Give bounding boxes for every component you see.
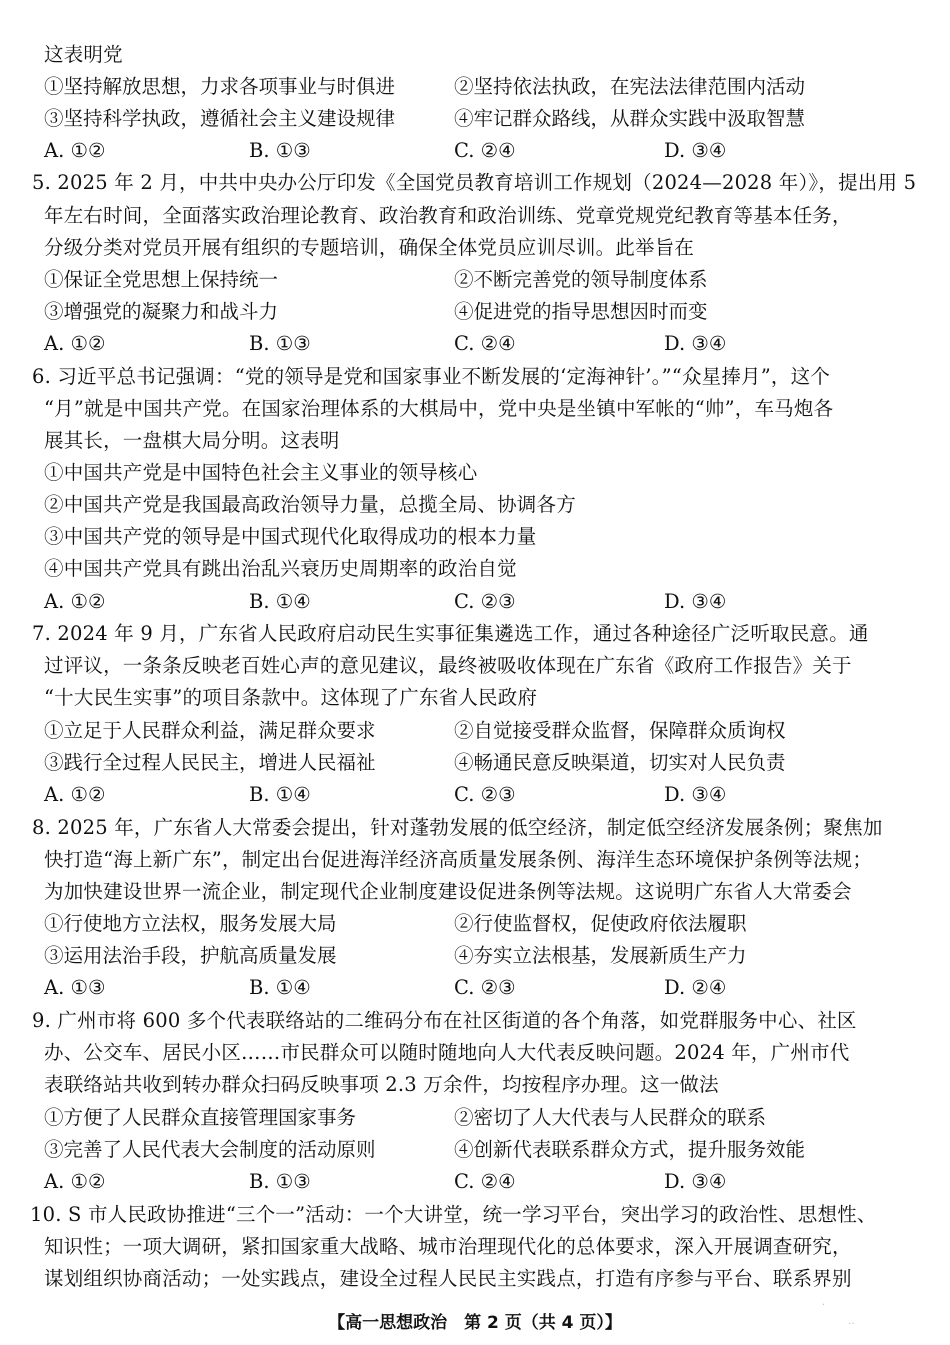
- q5-stem-line1: 5. 2025 年 2 月，中共中央办公厅印发《全国党员教育培训工作规划（2024—2028 年）》，提出用 5: [32, 171, 917, 194]
- q6-option-1: ①中国共产党是中国特色社会主义事业的领导核心: [44, 461, 478, 484]
- q5-choice-b: B. ①③: [249, 332, 311, 355]
- q8-stem-line1: 8. 2025 年，广东省人大常委会提出，针对蓬勃发展的低空经济，制定低空经济发展条例；聚焦加: [32, 816, 883, 839]
- q4-choice-a: A. ①②: [44, 139, 106, 162]
- q5-option-1: ①保证全党思想上保持统一: [44, 268, 279, 291]
- q9-option-1: ①方便了人民群众直接管理国家事务: [44, 1106, 357, 1129]
- q4-stem-tail: 这表明党: [44, 43, 123, 66]
- q8-option-1: ①行使地方立法权，服务发展大局: [44, 912, 337, 935]
- q5-option-4: ④促进党的指导思想因时而变: [454, 300, 708, 323]
- q5-stem-line3: 分级分类对党员开展有组织的专题培训，确保全体党员应训尽训。此举旨在: [44, 236, 695, 259]
- q5-choice-d: D. ③④: [664, 332, 727, 355]
- q7-choice-b: B. ①④: [249, 783, 311, 806]
- q4-choice-b: B. ①③: [249, 139, 311, 162]
- q7-choice-c: C. ②③: [454, 783, 516, 806]
- q8-choice-c: C. ②③: [454, 976, 516, 999]
- q7-option-3: ③践行全过程人民民主，增进人民福祉: [44, 751, 376, 774]
- q4-option-3: ③坚持科学执政，遵循社会主义建设规律: [44, 107, 396, 130]
- q9-choice-b: B. ①③: [249, 1170, 311, 1193]
- q8-choice-b: B. ①④: [249, 976, 311, 999]
- q4-option-2: ②坚持依法执政，在宪法法律范围内活动: [454, 75, 806, 98]
- page-footer: 【高一思想政治 第 2 页（共 4 页）】: [328, 1313, 622, 1333]
- q9-stem-line1: 9. 广州市将 600 多个代表联络站的二维码分布在社区街道的各个角落，如党群服务中心、社区: [32, 1009, 857, 1032]
- q10-stem-line3: 谋划组织协商活动；一处实践点，建设全过程人民民主实践点，打造有序参与平台、联系界别: [44, 1267, 852, 1290]
- q6-choice-a: A. ①②: [44, 590, 106, 613]
- q8-choice-a: A. ①③: [44, 976, 106, 999]
- q6-option-4: ④中国共产党具有跳出治乱兴衰历史周期率的政治自觉: [44, 557, 517, 580]
- q10-stem-line2: 知识性；一项大调研，紧扣国家重大战略、城市治理现代化的总体要求，深入开展调查研究，: [44, 1235, 852, 1258]
- q9-option-4: ④创新代表联系群众方式，提升服务效能: [454, 1138, 806, 1161]
- q4-option-4: ④牢记群众路线，从群众实践中汲取智慧: [454, 107, 806, 130]
- q6-option-3: ③中国共产党的领导是中国式现代化取得成功的根本力量: [44, 525, 537, 548]
- q5-option-2: ②不断完善党的领导制度体系: [454, 268, 708, 291]
- q7-stem-line1: 7. 2024 年 9 月，广东省人民政府启动民生实事征集遴选工作，通过各种途径广泛听取民意。通: [32, 622, 869, 645]
- q8-option-3: ③运用法治手段，护航高质量发展: [44, 944, 337, 967]
- q7-choice-a: A. ①②: [44, 783, 106, 806]
- q9-choice-d: D. ③④: [664, 1170, 727, 1193]
- q8-stem-line3: 为加快建设世界一流企业，制定现代企业制度建设促进条例等法规。这说明广东省人大常委会: [44, 880, 852, 903]
- q8-option-4: ④夯实立法根基，发展新质生产力: [454, 944, 747, 967]
- q6-option-2: ②中国共产党是我国最高政治领导力量，总揽全局、协调各方: [44, 493, 576, 516]
- q7-choice-d: D. ③④: [664, 783, 727, 806]
- q9-stem-line2: 办、公交车、居民小区……市民群众可以随时随地向人大代表反映问题。2024 年，广州市代: [44, 1041, 850, 1064]
- q5-choice-c: C. ②④: [454, 332, 516, 355]
- q6-stem-line3: 展其长，一盘棋大局分明。这表明: [44, 429, 340, 452]
- q8-choice-d: D. ②④: [664, 976, 727, 999]
- q8-option-2: ②行使监督权，促使政府依法履职: [454, 912, 747, 935]
- q7-option-4: ④畅通民意反映渠道，切实对人民负责: [454, 751, 786, 774]
- scan-speck: ·: [822, 1300, 826, 1311]
- q5-choice-a: A. ①②: [44, 332, 106, 355]
- q6-choice-d: D. ③④: [664, 590, 727, 613]
- q9-stem-line3: 表联络站共收到转办群众扫码反映事项 2.3 万余件，均按程序办理。这一做法: [44, 1073, 719, 1096]
- q4-choice-d: D. ③④: [664, 139, 727, 162]
- q9-choice-c: C. ②④: [454, 1170, 516, 1193]
- q8-stem-line2: 快打造“海上新广东”，制定出台促进海洋经济高质量发展条例、海洋生态环境保护条例等法规；: [44, 848, 873, 871]
- q4-choice-c: C. ②④: [454, 139, 516, 162]
- q6-stem-line1: 6. 习近平总书记强调：“党的领导是党和国家事业不断发展的‘定海神针’。”“众星捧月”，这个: [32, 365, 831, 388]
- q5-stem-line2: 年左右时间，全面落实政治理论教育、政治教育和政治训练、党章党规党纪教育等基本任务，: [44, 204, 852, 227]
- q9-choice-a: A. ①②: [44, 1170, 106, 1193]
- q6-stem-line2: “月”就是中国共产党。在国家治理体系的大棋局中，党中央是坐镇中军帐的“帅”，车马炮各: [44, 397, 834, 420]
- q9-option-2: ②密切了人大代表与人民群众的联系: [454, 1106, 767, 1129]
- q5-option-3: ③增强党的凝聚力和战斗力: [44, 300, 279, 323]
- q9-option-3: ③完善了人民代表大会制度的活动原则: [44, 1138, 376, 1161]
- q4-option-1: ①坚持解放思想，力求各项事业与时俱进: [44, 75, 396, 98]
- q6-choice-b: B. ①④: [249, 590, 311, 613]
- q7-option-2: ②自觉接受群众监督，保障群众质询权: [454, 719, 786, 742]
- q10-stem-line1: 10. S 市人民政协推进“三个一”活动：一个大讲堂，统一学习平台，突出学习的政治性、思想性、: [30, 1203, 877, 1226]
- q7-stem-line3: “十大民生实事”的项目条款中。这体现了广东省人民政府: [44, 686, 538, 709]
- scan-speck: ‥: [848, 1316, 855, 1327]
- q6-choice-c: C. ②③: [454, 590, 516, 613]
- q7-stem-line2: 过评议，一条条反映老百姓心声的意见建议，最终被吸收体现在广东省《政府工作报告》关于: [44, 654, 852, 677]
- q7-option-1: ①立足于人民群众利益，满足群众要求: [44, 719, 376, 742]
